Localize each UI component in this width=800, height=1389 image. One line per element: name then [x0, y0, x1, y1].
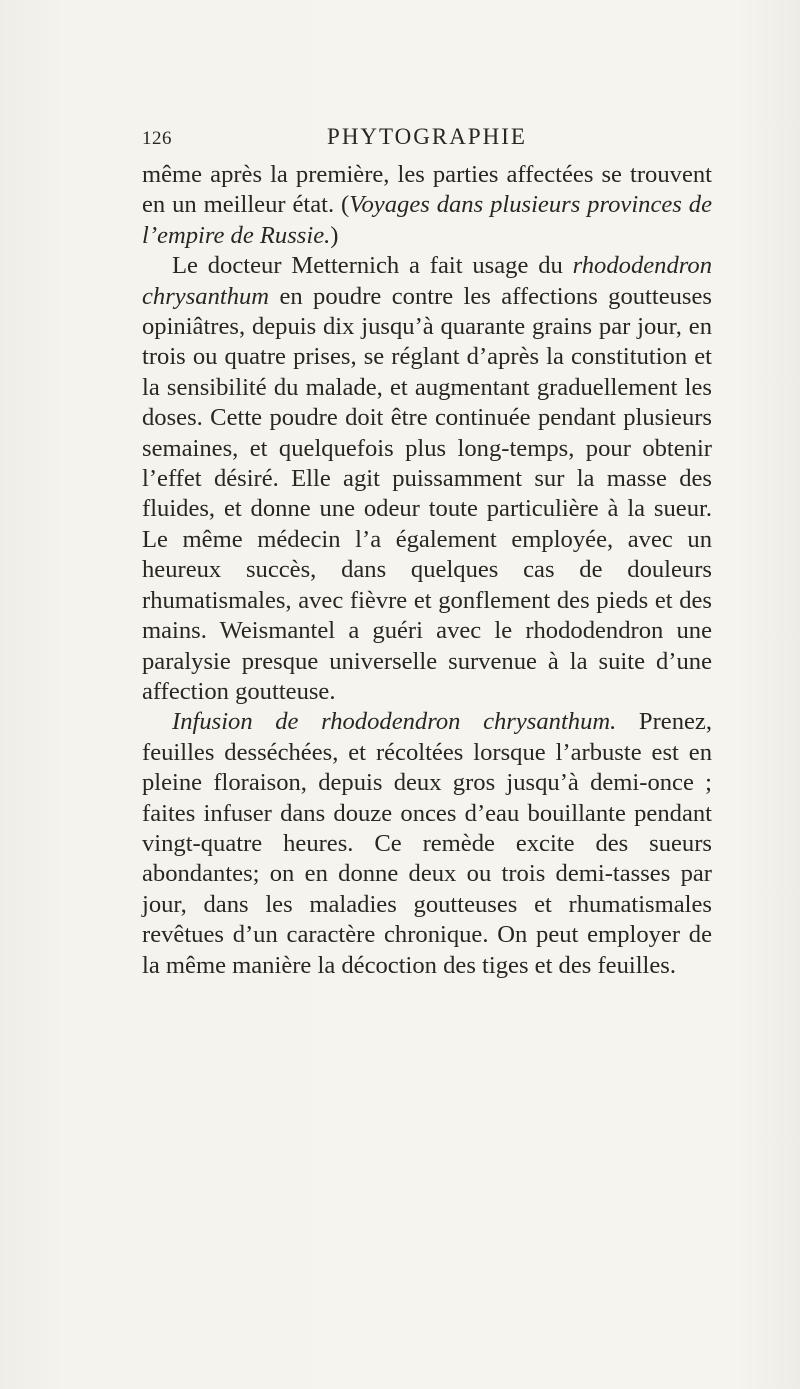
- page-number: 126: [142, 128, 172, 149]
- paragraph-1-text: même après la première, les parties affectées se trouvent en un meilleur état. (: [142, 161, 712, 219]
- running-title: PHYTOGRAPHIE: [327, 124, 527, 149]
- paragraph-3-text: Prenez, feuilles desséchées, et récoltées lorsque l’arbuste est en pleine floraison, depuis deux gros jusqu’à demi-once ; faites infuser dans douze onces d’eau bouillante pendant vingt-quatre heures. Ce remède excite des sueurs abondantes; on en donne deux ou trois demi-tasses par jour, dans les maladies goutteuses et rhumatismales revêtues d’un caractère chronique. On peut employer de la même manière la décoction des tiges et des feuilles.: [142, 708, 712, 979]
- paragraph-2-text-a: Le docteur Metternich a fait usage du: [172, 252, 573, 280]
- paragraph-2-text-b: en poudre contre les affections goutteuses opiniâtres, depuis dix jusqu’à quarante grains par jour, en trois ou quatre prises, se réglant d’après la constitution et la sensibilité du malade, et augmentant graduellement les doses. Cette poudre doit être continuée pendant plusieurs semaines, et quelquefois plus long-temps, pour obtenir l’effet désiré. Elle agit puissamment sur la masse des fluides, et donne une odeur toute particulière à la sueur. Le même médecin l’a également employée, avec un heureux succès, dans quelques cas de douleurs rhumatismales, avec fièvre et gonflement des pieds et des mains. Weismantel a guéri avec le rhododendron une paralysie presque universelle survenue à la suite d’une affection goutteuse.: [142, 282, 712, 705]
- paragraph-2: [142, 251, 712, 707]
- paragraph-2-term: rhododendron chrysanthum: [142, 252, 712, 310]
- body-text: [142, 160, 712, 981]
- paragraph-3-heading: Infusion de rhododendron chrysanthum.: [172, 708, 617, 736]
- paragraph-3: [142, 707, 712, 981]
- page-header: [142, 118, 712, 158]
- paragraph-1: [142, 160, 712, 251]
- paragraph-1-close: ): [330, 221, 339, 249]
- paragraph-1-reference: Voyages dans plusieurs provinces de l’empire de Russie.: [142, 191, 712, 249]
